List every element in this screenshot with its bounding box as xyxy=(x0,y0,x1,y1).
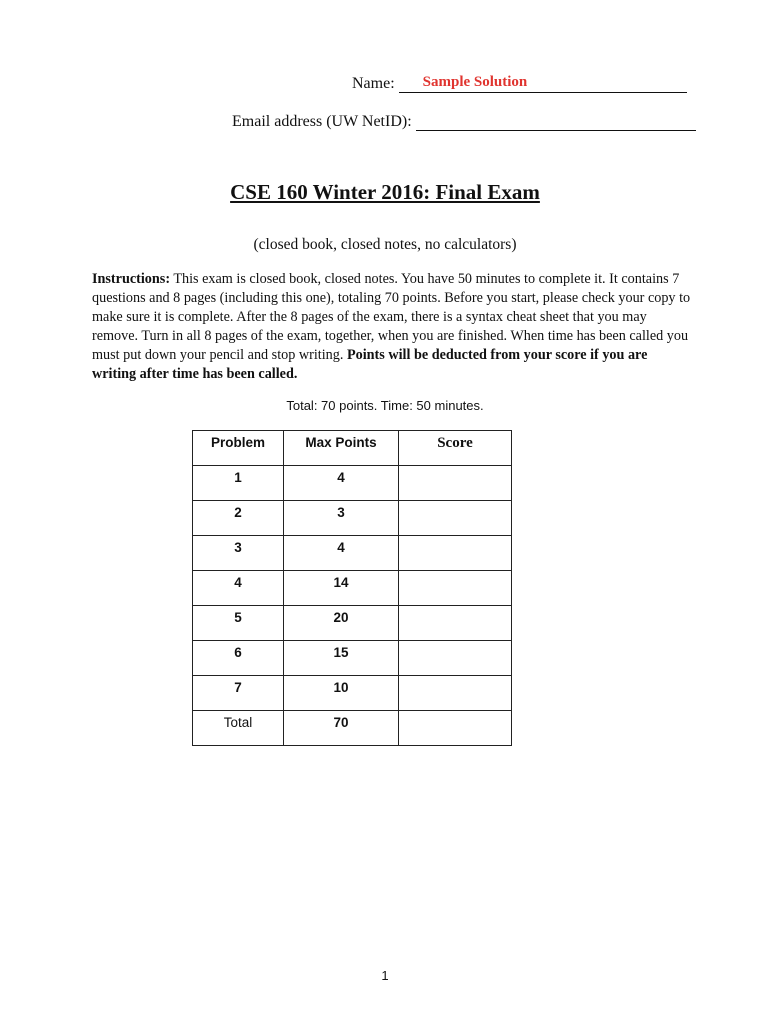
table-total-row xyxy=(193,711,512,746)
table-row xyxy=(193,536,512,571)
score-cell[interactable] xyxy=(399,606,512,641)
total-points-time: Total: 70 points. Time: 50 minutes. xyxy=(286,398,484,413)
page-title: CSE 160 Winter 2016: Final Exam xyxy=(230,180,540,204)
max-points-cell: 4 xyxy=(284,466,399,501)
problem-cell: 1 xyxy=(193,466,284,501)
problem-cell: 5 xyxy=(193,606,284,641)
problem-cell: 4 xyxy=(193,571,284,606)
problem-cell: 3 xyxy=(193,536,284,571)
name-field-row xyxy=(352,74,687,93)
max-points-cell: 20 xyxy=(284,606,399,641)
max-points-cell: 10 xyxy=(284,676,399,711)
name-label: Name: xyxy=(352,75,395,92)
score-cell[interactable] xyxy=(399,501,512,536)
problem-cell: 7 xyxy=(193,676,284,711)
problem-cell: 2 xyxy=(193,501,284,536)
table-row xyxy=(193,676,512,711)
score-cell[interactable] xyxy=(399,466,512,501)
table-row xyxy=(193,641,512,676)
table-row xyxy=(193,466,512,501)
instructions-lead: Instructions: xyxy=(92,271,171,287)
instructions-body: This exam is closed book, closed notes. You have 50 minutes to complete it. It contains 7 questions and 8 pages (including this one), totaling 70 points. Before you start, please check your copy to make sure it is complete. After the 8 pages of the exam, there is a syntax cheat sheet that you may remove. Turn in all 8 pages of the exam, together, when you are finished. When time has been called you must put down your pencil and stop writing. xyxy=(92,271,691,363)
instructions-warning: Points will be deducted from your score if you are writing after time has been called. xyxy=(92,347,648,382)
name-value[interactable]: Sample Solution xyxy=(423,74,528,93)
table-row xyxy=(193,571,512,606)
email-field[interactable] xyxy=(416,112,696,131)
page-number: 1 xyxy=(381,968,389,983)
score-cell[interactable] xyxy=(399,676,512,711)
email-label: Email address (UW NetID): xyxy=(232,113,412,130)
table-header-row xyxy=(193,431,512,466)
table-row xyxy=(193,606,512,641)
header-max-points: Max Points xyxy=(284,431,399,466)
score-table xyxy=(192,430,512,746)
max-points-cell: 4 xyxy=(284,536,399,571)
instructions-paragraph xyxy=(92,270,692,384)
header-score: Score xyxy=(399,431,512,466)
score-cell[interactable] xyxy=(399,536,512,571)
problem-cell: 6 xyxy=(193,641,284,676)
max-points-cell: 3 xyxy=(284,501,399,536)
email-field-row xyxy=(232,112,696,131)
score-cell[interactable] xyxy=(399,571,512,606)
score-cell[interactable] xyxy=(399,641,512,676)
max-points-cell: 15 xyxy=(284,641,399,676)
total-score-cell[interactable] xyxy=(399,711,512,746)
header-problem: Problem xyxy=(193,431,284,466)
total-value-cell: 70 xyxy=(284,711,399,746)
table-row xyxy=(193,501,512,536)
max-points-cell: 14 xyxy=(284,571,399,606)
total-label-cell: Total xyxy=(193,711,284,746)
name-line-prefix xyxy=(399,74,423,93)
name-line-suffix xyxy=(527,74,687,93)
subtitle: (closed book, closed notes, no calculators) xyxy=(253,236,517,253)
